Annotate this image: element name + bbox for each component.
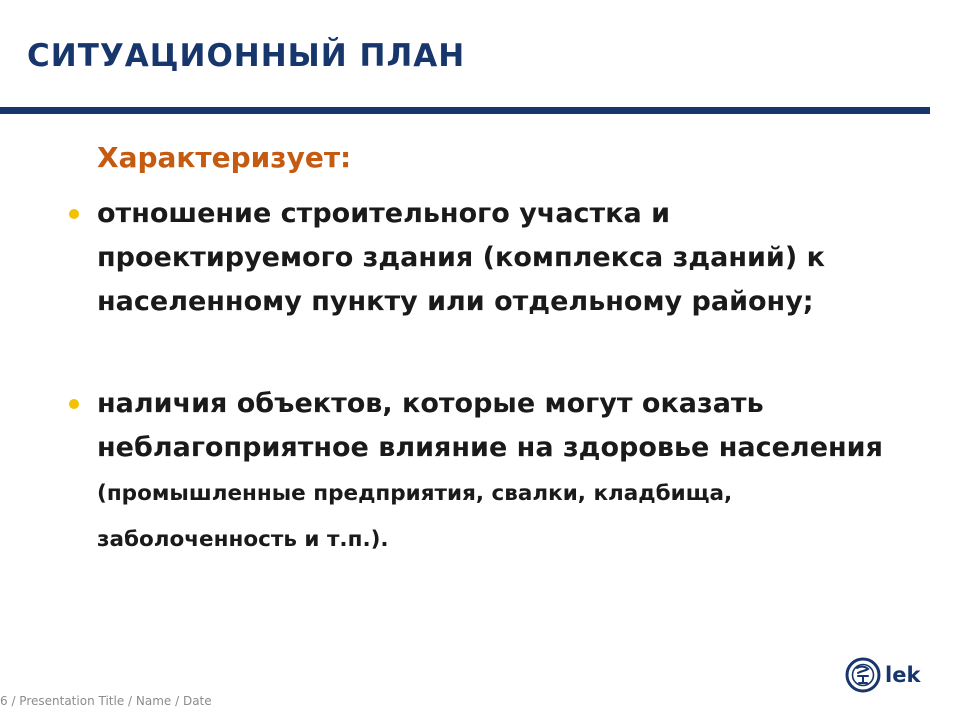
lek-logo-icon: [845, 657, 881, 693]
footer-text: 6 / Presentation Title / Name / Date: [0, 694, 212, 708]
bullet-dot-icon: [69, 399, 79, 409]
content-heading: Характеризует:: [97, 141, 352, 174]
bullet-item-1: [97, 192, 932, 324]
slide-title: СИТУАЦИОННЫЙ ПЛАН: [27, 38, 466, 74]
lek-logo: [845, 657, 920, 693]
title-underline-rule: [0, 107, 930, 114]
bullet-item-2: [97, 382, 932, 562]
bullet-dot-icon: [69, 209, 79, 219]
logo-wordmark: lek: [885, 663, 921, 687]
bullet-item-1-text: отношение строительного участка и проектируемого здания (комплекса зданий) к населенному пункту или отдельному району;: [97, 198, 825, 317]
bullet-item-2-note: (промышленные предприятия, свалки, кладбища, заболоченность и т.п.).: [97, 481, 733, 552]
bullet-item-2-text: наличия объектов, которые могут оказать неблагоприятное влияние на здоровье населения: [97, 388, 883, 463]
